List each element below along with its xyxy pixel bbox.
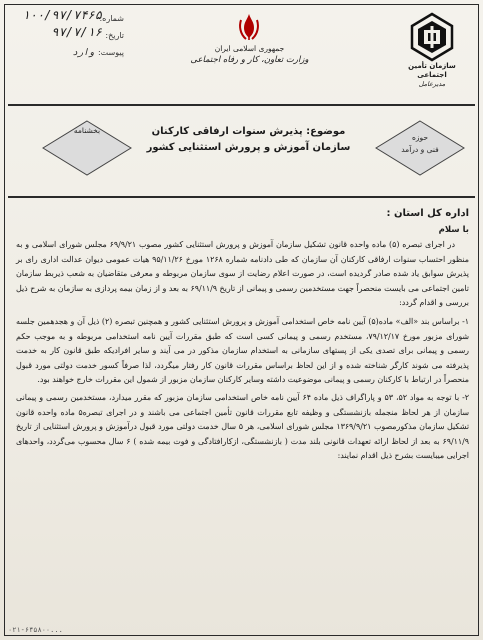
greeting: با سلام bbox=[438, 225, 469, 235]
meta-date-value: ۹۷/۷/۱۶ bbox=[51, 25, 102, 39]
meta-date bbox=[14, 27, 124, 44]
ministry-heading bbox=[178, 44, 321, 66]
ministry-line2: وزارت تعاون، کار و رفاه اجتماعی bbox=[190, 55, 309, 65]
circular-badge-label: بخشنامه bbox=[73, 126, 101, 135]
department-badge-line2: فنی و درآمد bbox=[401, 145, 439, 154]
department-badge bbox=[375, 120, 465, 176]
subject-line1: موضوع: پذیرش سنوات ارفاقی کارکنان bbox=[151, 126, 346, 137]
subject-line2: سازمان آموزش و پرورش استثنایی کشور bbox=[146, 142, 351, 153]
letter-subject bbox=[130, 124, 367, 156]
letter-body bbox=[16, 206, 469, 467]
circular-badge bbox=[42, 120, 132, 176]
addressee: اداره کل استان : bbox=[386, 208, 469, 219]
meta-number-value: ۱۰۰/۹۷/۷۴۶۵ bbox=[22, 8, 102, 22]
logo-name: سازمان تأمین اجتماعی bbox=[408, 62, 456, 79]
meta-attachment-label: پیوست: bbox=[97, 48, 124, 57]
meta-attachment-value: وارد bbox=[72, 48, 94, 58]
body-item-2: ۲- با توجه به مواد ۵۲، ۵۳ و پاراگراف ذیل ماده ۶۴ آیین نامه خاص استخدامی سازمان مزبور که مقرر میدارد، مستخدمین رسمی و پیمانی سازمان از هر لحاظ منجمله بازنشستگی و وظیفه تابع مقررات قانون تأمین اجتماعی می باشند و در اجرای تبصره۵ ماده واحده قانون تشکیل سازمان مذکورمصوب ۱۳۶۹/۹/۲۱ مجلس شورای اسلامی، هر ۵ سال خدمت دولتی مورد قبول درآموزش و پرورش استثنایی از تاریخ ۶۹/۱۱/۹ به بعد از لحاظ ارائه تعهدات قانونی بلند مدت ( بازنشستگی، ازکارافتادگی و فوت بیمه شده ) ۶ سال محسوب می‌گردد، واحدهای اجرایی میبایست بشرح ذیل اقدام نمایند: bbox=[16, 392, 470, 461]
body-paragraph-1: در اجرای تبصره (۵) ماده واحده قانون تشکیل سازمان آموزش و پرورش استثنایی کشور مصوب ۶۹/۹/۲۱ مجلس شورای اسلامی و به منظور احتساب سنوات ارفاقی کارکنان آن سازمان که طی دادنامه شماره ۱۲۶۸ مورخ ۹۵/۱۱/۲۶ هیات عمومی دیوان عدالت اداری رای بر پذیرش سوابق یاد شده صادر گردیده است، در صورت اعلام رضایت از سوی سازمان مربوطه و معرفی متقاضیان به شعب ذیربط سازمان تامین اجتماعی می بایست منحصراً جهت مستخدمین رسمی و پیمانی از تاریخ ۶۹/۱۱/۹ به بعد و از زمان بیمه پردازی به سازمان به شرح ذیل بررسی و اقدام گردد: bbox=[16, 240, 469, 308]
meta-number-label: شماره: bbox=[99, 14, 124, 23]
letter-meta bbox=[14, 10, 124, 61]
footer-strip: ۰۲۱-۶۴۵۸۰۰... bbox=[8, 626, 63, 634]
ministry-line1: جمهوری اسلامی ایران bbox=[214, 44, 285, 53]
subject-band bbox=[8, 106, 475, 196]
meta-attachment bbox=[14, 44, 124, 61]
logo-subtitle: مدیرعامل bbox=[418, 80, 446, 88]
tamin-logo-icon bbox=[409, 12, 455, 62]
meta-date-label: تاریخ: bbox=[105, 31, 124, 40]
body-item-1: ۱- براساس بند «الف» ماده(۵) آیین نامه خاص استخدامی آموزش و پرورش استثنایی کشور و همچنین تبصره (۲) ذیل آن و هجدهمین جلسه شورای مزبور مورخ ۷۹/۱۲/۱۷، مستخدم رسمی و پیمانی کسی است که طبق مقررات آیین نامه استخدامی مربوطه و به موجب حکم رسمی و پیمانی برای تصدی یکی از پستهای سازمانی به استخدام سازمان مذکور در می آیند و سایر افرادیکه طبق قانون کار به خدمت پذیرفته می شوند کارگر شناخته شده و از این لحاظ براساس مقررات قانون کار رفتار میگردد، لذا صرفاً کسور خدمت دولتی مورد قبول منحصراً در ارتباط با کارکنان رسمی و پیمانی موضوعیت داشته وسایر کارکنان سازمان مزبور از شمول این مقررات خارج خواهند بود. bbox=[16, 316, 470, 385]
subject-divider bbox=[8, 196, 475, 198]
iran-emblem-icon bbox=[235, 12, 263, 42]
organization-logo bbox=[401, 12, 463, 89]
letter-header bbox=[8, 8, 475, 106]
department-badge-line1: حوزه bbox=[411, 133, 429, 142]
